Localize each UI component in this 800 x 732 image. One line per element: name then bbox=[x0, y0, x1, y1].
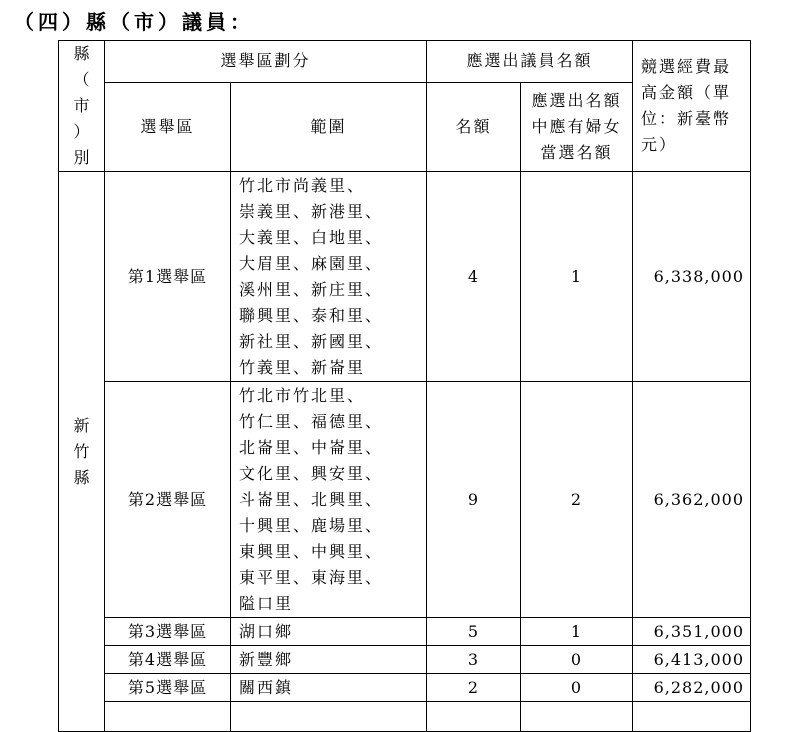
max-expense-header-line: 元） bbox=[641, 135, 678, 154]
range-cell bbox=[231, 618, 427, 646]
seats-cell: 5 bbox=[427, 618, 521, 646]
max-expense-cell: 6,282,000 bbox=[633, 674, 751, 702]
table-row bbox=[59, 646, 751, 674]
county-header-char: （ bbox=[73, 70, 90, 89]
seats-group-header: 應選出議員名額 bbox=[427, 41, 633, 83]
district-division-header: 選舉區劃分 bbox=[105, 41, 427, 83]
range-line: 竹北市尚義里、 bbox=[239, 175, 366, 195]
table-row bbox=[59, 382, 751, 618]
women-seats-header-line: 應選出名額 bbox=[531, 90, 622, 110]
women-seats-header bbox=[521, 82, 633, 171]
seats-cell: 4 bbox=[427, 172, 521, 382]
range-cell bbox=[231, 172, 427, 382]
table-row bbox=[59, 702, 751, 732]
table-row bbox=[59, 172, 751, 382]
range-line: 斗崙里、北興里、 bbox=[239, 489, 384, 509]
range-cell bbox=[231, 382, 427, 618]
seats-header: 名額 bbox=[427, 82, 521, 171]
range-line: 東平里、東海里、 bbox=[239, 567, 384, 587]
county-char: 縣 bbox=[73, 467, 90, 487]
county-header-char: ） bbox=[73, 122, 90, 141]
max-expense-cell: 6,362,000 bbox=[633, 382, 751, 618]
district-cell: 第5選舉區 bbox=[105, 674, 231, 702]
max-expense-cell: 6,351,000 bbox=[633, 618, 751, 646]
range-line: 關西鎮 bbox=[239, 677, 294, 697]
range-line: 崇義里、新港里、 bbox=[239, 201, 384, 221]
seats-cell: 9 bbox=[427, 382, 521, 618]
range-line: 聯興里、泰和里、 bbox=[239, 305, 384, 325]
max-expense-cell: 6,413,000 bbox=[633, 646, 751, 674]
max-expense-cell bbox=[633, 702, 751, 732]
range-line: 溪州里、新庄里、 bbox=[239, 279, 384, 299]
women-seats-cell bbox=[521, 702, 633, 732]
county-char: 竹 bbox=[73, 441, 90, 461]
women-seats-header-line: 當選名額 bbox=[540, 142, 613, 162]
women-seats-cell: 0 bbox=[521, 646, 633, 674]
max-expense-cell: 6,338,000 bbox=[633, 172, 751, 382]
range-line: 新社里、新國里、 bbox=[239, 331, 384, 351]
county-header-char: 別 bbox=[73, 148, 90, 167]
range-header: 範圍 bbox=[231, 82, 427, 171]
women-seats-cell: 1 bbox=[521, 172, 633, 382]
women-seats-cell: 2 bbox=[521, 382, 633, 618]
range-line: 新豐鄉 bbox=[239, 649, 294, 669]
district-cell: 第2選舉區 bbox=[105, 382, 231, 618]
women-seats-cell: 0 bbox=[521, 674, 633, 702]
range-line: 文化里、興安里、 bbox=[239, 463, 384, 483]
max-expense-header bbox=[633, 41, 751, 172]
max-expense-header-line: 高金額（單 bbox=[641, 83, 732, 102]
max-expense-header-line: 競選經費最 bbox=[641, 57, 732, 76]
county-header-char: 市 bbox=[73, 96, 90, 115]
county-cell bbox=[59, 172, 105, 732]
district-cell: 第4選舉區 bbox=[105, 646, 231, 674]
county-header-char: 縣 bbox=[73, 44, 90, 63]
table-row bbox=[59, 674, 751, 702]
section-heading: （四）縣（市）議員： bbox=[14, 10, 254, 34]
range-line: 大義里、白地里、 bbox=[239, 227, 384, 247]
district-header: 選舉區 bbox=[105, 82, 231, 171]
range-line: 竹北市竹北里、 bbox=[239, 385, 366, 405]
range-line: 湖口鄉 bbox=[239, 621, 294, 641]
seats-cell bbox=[427, 702, 521, 732]
county-header bbox=[59, 41, 105, 172]
range-line: 大眉里、麻園里、 bbox=[239, 253, 384, 273]
women-seats-cell: 1 bbox=[521, 618, 633, 646]
range-cell bbox=[231, 646, 427, 674]
range-line: 東興里、中興里、 bbox=[239, 541, 384, 561]
district-cell bbox=[105, 702, 231, 732]
range-cell bbox=[231, 702, 427, 732]
seats-cell: 2 bbox=[427, 674, 521, 702]
district-cell: 第1選舉區 bbox=[105, 172, 231, 382]
county-char: 新 bbox=[73, 415, 90, 435]
councilor-election-table bbox=[58, 40, 751, 732]
table-row bbox=[59, 618, 751, 646]
range-line: 隘口里 bbox=[239, 593, 294, 613]
range-line: 十興里、鹿場里、 bbox=[239, 515, 384, 535]
seats-cell: 3 bbox=[427, 646, 521, 674]
women-seats-header-line: 中應有婦女 bbox=[531, 116, 622, 136]
range-line: 竹仁里、福德里、 bbox=[239, 411, 384, 431]
range-line: 北崙里、中崙里、 bbox=[239, 437, 384, 457]
district-cell: 第3選舉區 bbox=[105, 618, 231, 646]
range-line: 竹義里、新崙里 bbox=[239, 357, 366, 377]
max-expense-header-line: 位：新臺幣 bbox=[641, 109, 732, 128]
range-cell bbox=[231, 674, 427, 702]
